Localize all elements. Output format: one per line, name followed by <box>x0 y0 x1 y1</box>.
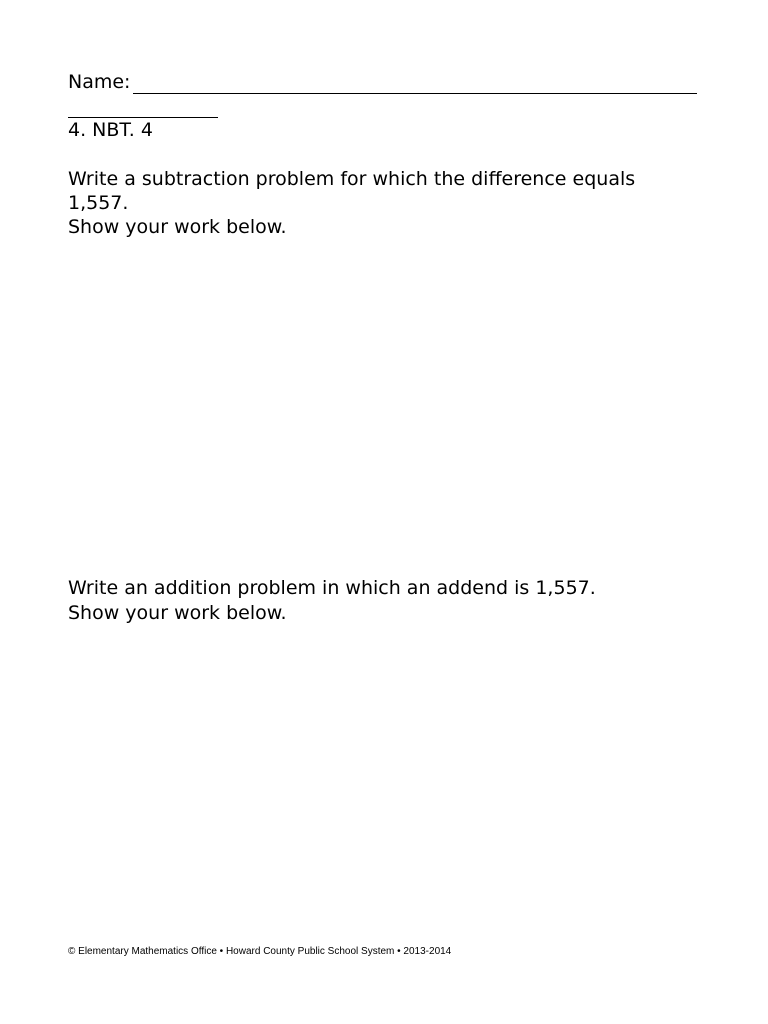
standard-code: 4. NBT. 4 <box>68 119 153 141</box>
name-label: Name: <box>68 71 131 93</box>
question-2-instruction: Show your work below. <box>68 602 287 624</box>
question-1-text-continued: 1,557. <box>68 192 129 214</box>
question-1-text: Write a subtraction problem for which the difference equals <box>68 168 636 190</box>
name-row <box>68 70 130 94</box>
page-footer: © Elementary Mathematics Office • Howard County Public School System • 2013-2014 <box>68 946 452 957</box>
question-2-text: Write an addition problem in which an addend is 1,557. <box>68 577 596 599</box>
name-blank-line[interactable] <box>133 93 697 94</box>
question-1-instruction: Show your work below. <box>68 216 287 238</box>
